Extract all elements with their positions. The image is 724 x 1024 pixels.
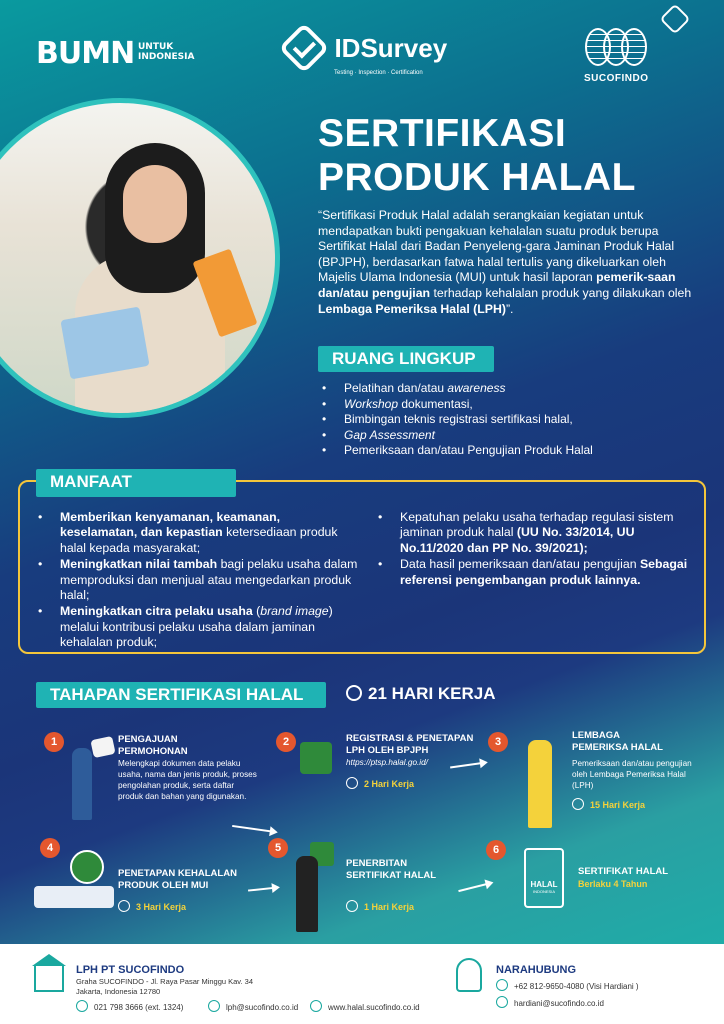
idsurvey-logo: [286, 30, 448, 76]
idsurvey-logo-text: IDSurvey: [334, 32, 448, 63]
mail-icon: [496, 996, 508, 1008]
step-3-number: 3: [488, 732, 508, 752]
page-title: [318, 112, 636, 200]
step-3-title: LEMBAGA PEMERIKSA HALAL: [572, 730, 663, 753]
mail-icon: [208, 1000, 220, 1012]
idsurvey-check-icon: [279, 23, 330, 74]
mui-logo-icon: [70, 850, 104, 884]
meeting-table-icon: [34, 886, 114, 908]
ruang-lingkup-list: [322, 381, 682, 459]
list-item: • Kepatuhan pelaku usaha terhadap regulasi sistem jaminan produk halal (UU No. 33/2014, UU No.11/2020 dan PP No. 39/2021);: [378, 510, 688, 556]
clock-icon: [346, 685, 362, 701]
list-item: • Memberikan kenyamanan, keamanan, keselamatan, dan kepastian ketersediaan produk halal kepada masyarakat;: [38, 510, 358, 556]
step-1-title: PENGAJUAN PERMOHONAN: [118, 734, 188, 757]
step-1-desc: Melengkapi dokumen data pelaku usaha, nama dan jenis produk, proses pengolahan produk, serta daftar produk dan bahan yang digunakan.: [118, 759, 257, 801]
step-4-days: 3 Hari Kerja: [118, 900, 186, 912]
clock-icon: [118, 900, 130, 912]
kemenag-logo-icon: [300, 742, 332, 774]
arrow-icon: [450, 762, 486, 769]
step-5-title: PENERBITAN SERTIFIKAT HALAL: [346, 858, 437, 881]
contact-person-icon: [456, 958, 482, 992]
whatsapp-icon: [496, 979, 508, 991]
footer-email[interactable]: lph@sucofindo.co.id: [208, 1000, 298, 1012]
arrow-icon: [458, 882, 491, 892]
footer-website[interactable]: www.halal.sucofindo.co.id: [310, 1000, 420, 1012]
idsurvey-tagline: Testing · Inspection · Certification: [334, 70, 423, 76]
step-5-days: 1 Hari Kerja: [346, 900, 414, 912]
intro-paragraph: “Sertifikasi Produk Halal adalah serangkaian kegiatan untuk mendapatkan bukti pengakuan kehalalan suatu produk berupa Sertifikat Halal dari Badan Penyeleng-gara Jaminan Produk Halal (BPJPH), berdasarkan fatwa halal tertulis yang dikeluarkan oleh Majelis Ulama Indonesia (MUI) untuk hasil laporan pemerik-saan dan/atau pengujian terhadap kehalalan produk yang dilakukan oleh Lembaga Pemeriksa Halal (LPH)”.: [318, 208, 692, 316]
sucofindo-logo-text: SUCOFINDO: [584, 73, 649, 84]
bumn-logo: [36, 36, 195, 71]
contact-email[interactable]: hardiani@sucofindo.co.id: [496, 996, 604, 1008]
step-6-number: 6: [486, 840, 506, 860]
form-document-icon: [90, 736, 115, 758]
step-4-title: PENETAPAN KEHALALAN PRODUK OLEH MUI: [118, 868, 237, 891]
footer-org: LPH PT SUCOFINDO: [76, 964, 185, 976]
sucofindo-logo: [584, 28, 649, 84]
contact-phone[interactable]: +62 812-9650-4080 (Visi Hardiani ): [496, 979, 639, 991]
tahapan-heading: TAHAPAN SERTIFIKASI HALAL: [36, 682, 326, 708]
applicant-figure-icon: [72, 748, 92, 820]
step-2-title: REGISTRASI & PENETAPAN LPH OLEH BPJPH: [346, 733, 474, 756]
idsurvey-badge-icon: [659, 3, 690, 34]
step-5-number: 5: [268, 838, 288, 858]
hero-photo: [0, 98, 280, 418]
bumn-logo-text: BUMN: [36, 36, 135, 71]
list-item: • Meningkatkan nilai tambah bagi pelaku usaha dalam memproduksi dan menjual atau mengedarkan produk halal;: [38, 557, 358, 603]
list-item: • Gap Assessment: [322, 428, 682, 444]
title-line2: PRODUK HALAL: [318, 156, 636, 199]
manfaat-heading: MANFAAT: [36, 469, 236, 497]
list-item: • Bimbingan teknis registrasi sertifikasi halal,: [322, 412, 682, 428]
step-3-days: 15 Hari Kerja: [572, 798, 645, 810]
bumn-sub-line1: UNTUK: [138, 42, 174, 52]
manfaat-list-right: [378, 510, 688, 589]
auditor-figure-icon: [528, 740, 552, 828]
bpjph-url[interactable]: https://ptsp.halal.go.id/: [346, 758, 428, 767]
duration-total: 21 HARI KERJA: [346, 684, 496, 704]
clock-icon: [572, 798, 584, 810]
manfaat-list-left: [38, 510, 358, 652]
clock-icon: [346, 777, 358, 789]
list-item: • Pelatihan dan/atau awareness: [322, 381, 682, 397]
step-1-number: 1: [44, 732, 64, 752]
step-6-validity: Berlaku 4 Tahun: [578, 879, 648, 889]
list-item: • Meningkatkan citra pelaku usaha (brand image) melalui kontribusi pelaku usaha dalam jaminan kehalalan produk;: [38, 604, 358, 650]
footer: [0, 944, 724, 1024]
list-item: • Workshop dokumentasi,: [322, 397, 682, 413]
footer-phone[interactable]: 021 798 3666 (ext. 1324): [76, 1000, 183, 1012]
step-6-title: SERTIFIKAT HALAL: [578, 866, 669, 877]
bumn-logo-sub: [138, 42, 194, 62]
globe-icon: [310, 1000, 322, 1012]
contact-heading: NARAHUBUNG: [496, 964, 577, 976]
title-line1: SERTIFIKASI: [318, 112, 567, 155]
halal-logo: HALAL INDONESIA: [524, 848, 564, 908]
step-4-number: 4: [40, 838, 60, 858]
list-item: • Data hasil pemeriksaan dan/atau pengujian Sebagai referensi pengembangan produk lainnya.: [378, 557, 688, 588]
phone-icon: [76, 1000, 88, 1012]
ruang-lingkup-heading: RUANG LINGKUP: [318, 346, 494, 372]
arrow-icon: [248, 886, 278, 891]
sucofindo-globe-icon: [584, 28, 649, 71]
office-house-icon: [34, 966, 64, 992]
step-2-days: 2 Hari Kerja: [346, 777, 414, 789]
bumn-sub-line2: INDONESIA: [138, 52, 195, 62]
clock-icon: [346, 900, 358, 912]
list-item: • Pemeriksaan dan/atau Pengujian Produk Halal: [322, 443, 682, 459]
officer-figure-icon: [296, 856, 318, 932]
arrow-icon: [232, 825, 276, 833]
step-3-desc: Pemeriksaan dan/atau pengujian oleh Lembaga Pemeriksa Halal (LPH): [572, 759, 692, 790]
footer-address: Graha SUCOFINDO - Jl. Raya Pasar Minggu Kav. 34 Jakarta, Indonesia 12780: [76, 977, 254, 996]
step-2-number: 2: [276, 732, 296, 752]
